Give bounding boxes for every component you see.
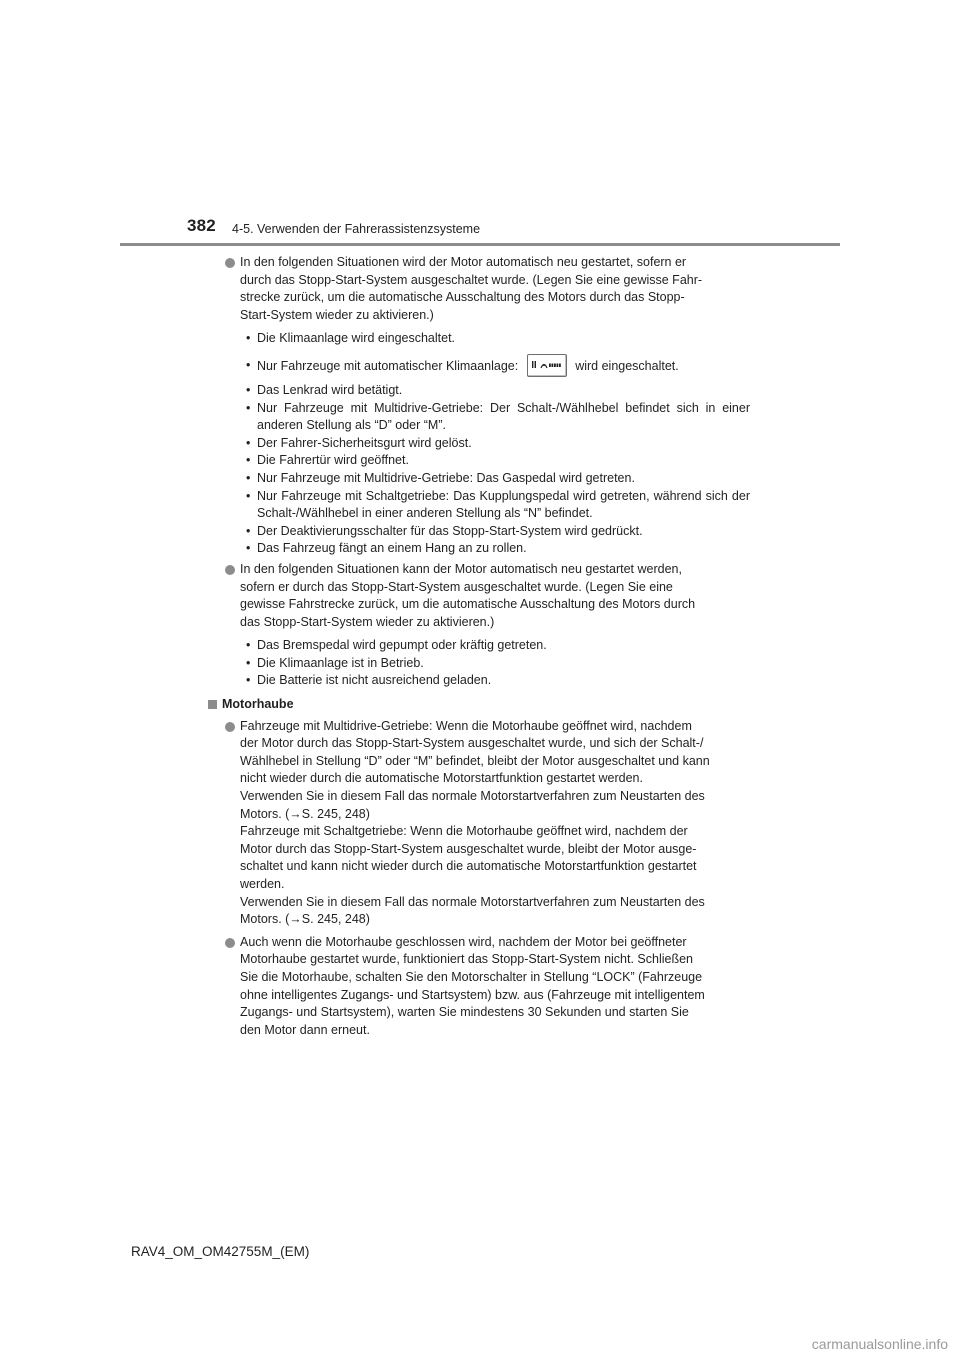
text-line: schaltet und kann nicht wieder durch die automatische Motorstartfunktion gestartet [240, 859, 697, 874]
text-line: Verwenden Sie in diesem Fall das normale Motorstartverfahren zum Neustarten des [240, 789, 705, 804]
text-line: Auch wenn die Motorhaube geschlossen wird, nachdem der Motor bei geöffneter [240, 934, 687, 949]
list-item-text: wird eingeschaltet. [575, 358, 679, 373]
possible-restart-intro [224, 561, 750, 631]
page-number: 382 [187, 216, 216, 235]
header-rule [120, 243, 840, 246]
text-line: nicht wieder durch die automatische Motorstartfunktion gestartet werden. [240, 771, 643, 786]
text-line: Wählhebel in Stellung “D” oder “M” befindet, bleibt der Motor ausgeschaltet und kann [240, 753, 710, 768]
list-item: • Die Fahrertür wird geöffnet. [246, 452, 750, 470]
text-line: Verwenden Sie in diesem Fall das normale Motorstartverfahren zum Neustarten des [240, 894, 705, 909]
list-item: • Die Klimaanlage ist in Betrieb. [246, 655, 750, 673]
watermark: carmanualsonline.info [811, 1336, 948, 1352]
list-item-ac-button [246, 354, 750, 379]
text-line: sofern er durch das Stopp-Start-System ausgeschaltet wurde. (Legen Sie eine [240, 579, 673, 594]
list-item: • Der Deaktivierungsschalter für das Stopp-Start-System wird gedrückt. [246, 523, 750, 541]
text-line: Fahrzeuge mit Multidrive-Getriebe: Wenn die Motorhaube geöffnet wird, nachdem [240, 718, 692, 733]
list-item: • Der Fahrer-Sicherheitsgurt wird gelöst. [246, 435, 750, 453]
page-content [224, 254, 750, 1039]
list-item: • Nur Fahrzeuge mit Schaltgetriebe: Das Kupplungspedal wird getreten, während sich der Schalt-/Wählhebel in einer anderen Stellung als “N” befindet. [246, 488, 750, 523]
list-item: • Nur Fahrzeuge mit Multidrive-Getriebe: Der Schalt-/Wählhebel befindet sich in einer anderen Stellung als “D” oder “M”. [246, 400, 750, 435]
section-title: 4-5. Verwenden der Fahrerassistenzsysteme [232, 222, 481, 236]
text-line: Motors. (→S. 245, 248) [240, 912, 370, 927]
text-line: Fahrzeuge mit Schaltgetriebe: Wenn die Motorhaube geöffnet wird, nachdem der [240, 824, 688, 839]
text-line: Motorhaube gestartet wurde, funktioniert das Stopp-Start-System nicht. Schließen [240, 952, 694, 967]
text-line: den Motor dann erneut. [240, 1022, 370, 1037]
text-line: Zugangs- und Startsystem), warten Sie mindestens 30 Sekunden und starten Sie [240, 1005, 689, 1020]
text-line: In den folgenden Situationen kann der Motor automatisch neu gestartet werden, [240, 561, 682, 576]
restart-conditions-list [246, 330, 750, 558]
text-line: der Motor durch das Stopp-Start-System ausgeschaltet wurde, und sich der Schalt-/ [240, 736, 704, 751]
hood-heading: Motorhaube [208, 696, 750, 714]
text-line: ohne intelligentes Zugangs- und Startsystem) bzw. aus (Fahrzeuge mit intelligentem [240, 987, 705, 1002]
list-item: • Das Fahrzeug fängt an einem Hang an zu rollen. [246, 540, 750, 558]
list-item: • Die Klimaanlage wird eingeschaltet. [246, 330, 750, 348]
text-line: werden. [240, 877, 285, 891]
hood-paragraph-2 [224, 934, 750, 1040]
text-line: Sie die Motorhaube, schalten Sie den Motorschalter in Stellung “LOCK” (Fahrzeuge [240, 969, 703, 984]
hood-paragraph-1 [224, 718, 750, 929]
possible-restart-list [246, 637, 750, 690]
text-line: durch das Stopp-Start-System ausgeschaltet wurde. (Legen Sie eine gewisse Fahr- [240, 272, 703, 287]
text-line: gewisse Fahrstrecke zurück, um die automatische Ausschaltung des Motors durch [240, 597, 696, 612]
text-line: Motors. (→S. 245, 248) [240, 806, 370, 821]
text-line: Motor durch das Stopp-Start-System ausgeschaltet wurde, bleibt der Motor ausge- [240, 841, 697, 856]
restart-conditions-intro [224, 254, 750, 324]
text-line: strecke zurück, um die automatische Ausschaltung des Motors durch das Stopp- [240, 290, 685, 305]
text-line: Start-System wieder zu aktivieren.) [240, 307, 434, 322]
list-item-text: Nur Fahrzeuge mit automatischer Klimaanlage: [257, 358, 519, 373]
list-item: • Die Batterie ist nicht ausreichend geladen. [246, 672, 750, 690]
text-line: In den folgenden Situationen wird der Motor automatisch neu gestartet, sofern er [240, 255, 687, 269]
text-line: das Stopp-Start-System wieder zu aktivieren.) [240, 614, 495, 629]
list-item: • Nur Fahrzeuge mit Multidrive-Getriebe: Das Gaspedal wird getreten. [246, 470, 750, 488]
front-defroster-button-icon [527, 354, 567, 377]
document-code: RAV4_OM_OM42755M_(EM) [131, 1244, 310, 1259]
list-item: • Das Lenkrad wird betätigt. [246, 382, 750, 400]
list-item: • Das Bremspedal wird gepumpt oder kräftig getreten. [246, 637, 750, 655]
